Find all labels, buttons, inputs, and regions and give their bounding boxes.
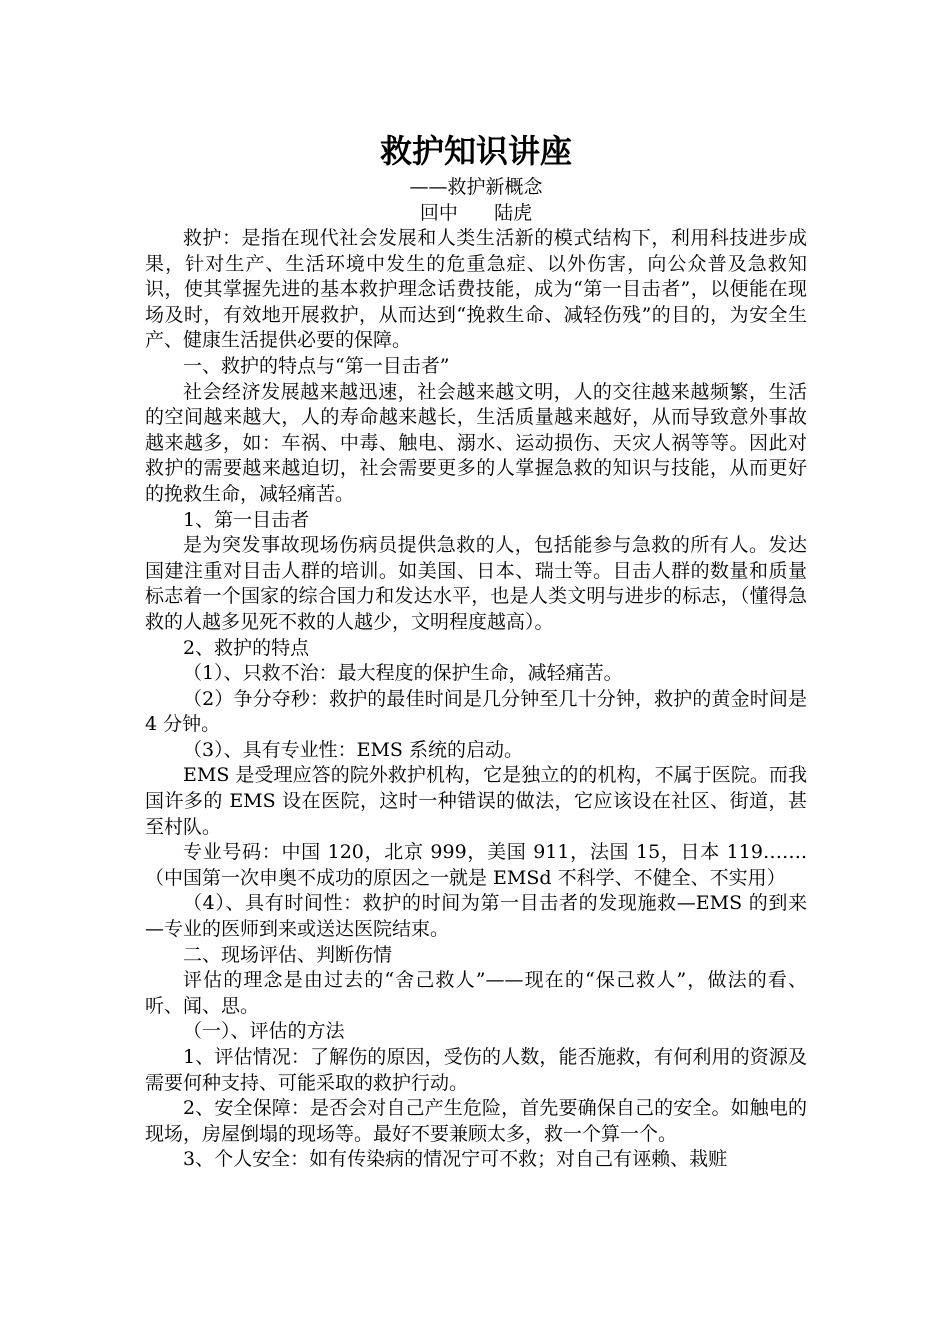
method-item-2: 2、安全保障：是否会对自己产生危险，首先要确保自己的安全。如触电的现场，房屋倒塌的现场等。最好不要兼顾太多，救一个算一个。 [145,1097,807,1145]
feature-item-4: （4）、具有时间性：救护的时间为第一目击者的发现施救—EMS 的到来—专业的医师到来或送达医院结束。 [145,892,807,941]
feature-item-3: （3）、具有专业性：EMS 系统的启动。 [183,738,523,761]
subheading-features: 2、救护的特点 [183,636,310,659]
feature-item-2: （2）争分夺秒：救护的最佳时间是几分钟至几十分钟，救护的黄金时间是 4 分钟。 [145,687,807,736]
subheading-first-witness: 1、第一目击者 [183,508,310,531]
paragraph-numbers: 专业号码：中国 120，北京 999，美国 911，法国 15，日本 119…….（中国第一次申奥不成功的原因之一就是 EMSd 不科学、不健全、不实用） [145,841,807,889]
method-item-1: 1、评估情况：了解伤的原因，受伤的人数，能否施救，有何利用的资源及需要何种支持、可能采取的救护行动。 [145,1046,807,1094]
feature-item-1: （1）、只救不治：最大程度的保护生命，减轻痛苦。 [183,662,623,685]
document-subtitle: ——救护新概念 [409,176,543,198]
paragraph-first-witness: 是为突发事故现场伤病员提供急救的人，包括能参与急救的所有人。发达国建注重对目击人群的培训。如美国、日本、瑞士等。目击人群的数量和质量标志着一个国家的综合国力和发达水平，也是人类文明与进步的标志，（懂得急救的人越多见死不救的人越少，文明程度越高）。 [145,534,807,633]
paragraph-intro: 救护：是指在现代社会发展和人类生活新的模式结构下，利用科技进步成果，针对生产、生活环境中发生的危重急症、以外伤害，向公众普及急救知识，使其掌握先进的基本救护理念话费技能，成为“第一目击者”，以便能在现场及时，有效地开展救护，从而达到“挽救生命、减轻伤残”的目的，为安全生产、健康生活提供必要的保障。 [145,227,807,352]
paragraph-ems: EMS 是受理应答的院外救护机构，它是独立的的机构，不属于医院。而我国许多的 EMS 设在医院，这时一种错误的做法，它应该设在社区、街道，甚至村队。 [145,764,807,838]
method-item-3: 3、个人安全：如有传染病的情况宁可不救；对自己有诬赖、栽赃 [183,1148,728,1171]
document-author: 回中 陆虎 [419,202,533,224]
document-page [145,128,807,1173]
subheading-methods: （一）、评估的方法 [183,1020,345,1043]
document-title: 救护知识讲座 [379,132,572,170]
paragraph-assessment: 评估的理念是由过去的“舍己救人”——现在的“保己救人”，做法的看、听、闻、思。 [145,969,807,1017]
section-heading-1: 一、救护的特点与“第一目击者” [183,354,450,377]
section-heading-2: 二、现场评估、判断伤情 [183,943,393,966]
paragraph-society: 社会经济发展越来越迅速，社会越来越文明，人的交往越来越频繁，生活的空间越来越大，人的寿命越来越长，生活质量越来越好，从而导致意外事故越来越多，如：车祸、中毒、触电、溺水、运动损伤、天灾人祸等等。因此对救护的需要越来越迫切，社会需要更多的人掌握急救的知识与技能，从而更好的挽救生命，减轻痛苦。 [145,380,807,505]
